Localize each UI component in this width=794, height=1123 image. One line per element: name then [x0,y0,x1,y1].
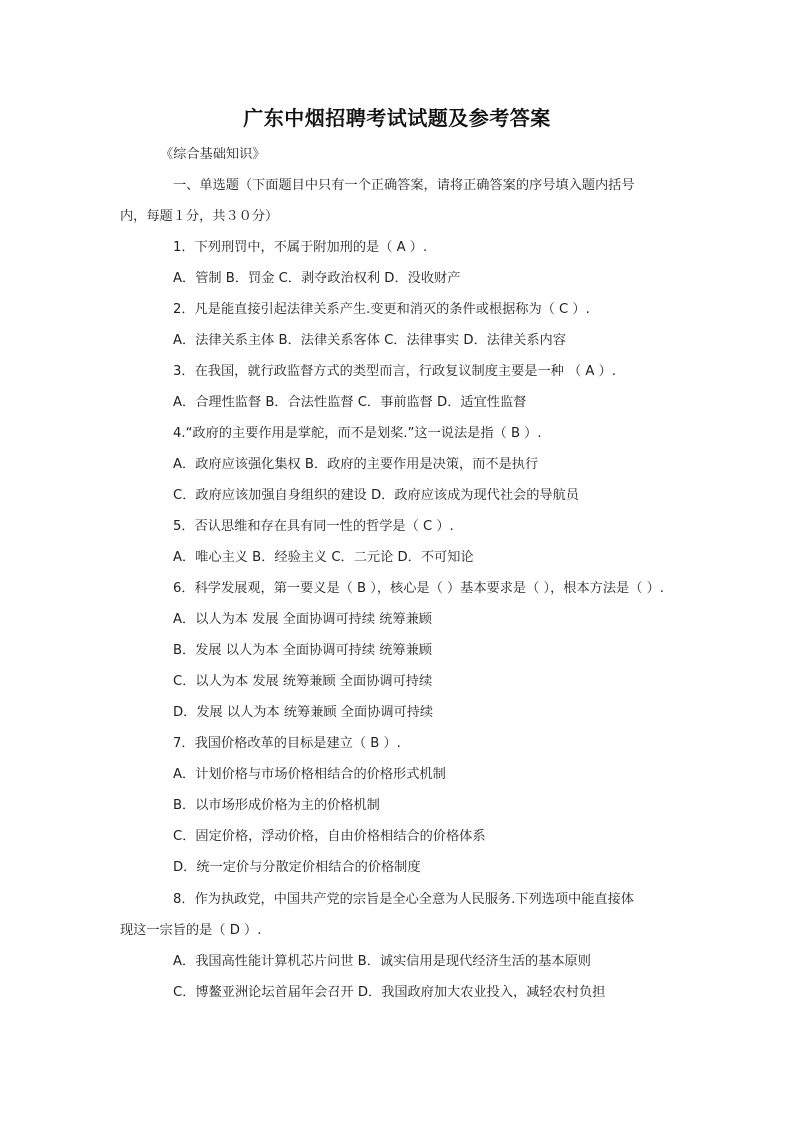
question-8-stem-line-1: 8．作为执政党，中国共产党的宗旨是全心全意为人民服务.下列选项中能直接体 [173,892,634,907]
question-6-option-d: D．发展 以人为本 统筹兼顾 全面协调可持续 [173,705,434,720]
question-3-stem: 3．在我国，就行政监督方式的类型而言，行政复议制度主要是一种 （ A ）. [173,364,616,379]
question-7-option-a: A．计划价格与市场价格相结合的价格形式机制 [173,767,446,782]
section-heading: 《综合基础知识》 [160,147,266,162]
question-5-options: A．唯心主义 B．经验主义 C．二元论 D．不可知论 [173,550,474,565]
question-2-options: A．法律关系主体 B．法律关系客体 C．法律事实 D．法律关系内容 [173,333,566,348]
instructions-line-2: 内，每题１分，共３０分） [120,209,279,224]
question-7-option-b: B．以市场形成价格为主的价格机制 [173,798,380,813]
question-6-option-a: A．以人为本 发展 全面协调可持续 统筹兼顾 [173,612,432,627]
question-4-stem: 4.“政府的主要作用是掌舵，而不是划桨.”这一说法是指（ B ）. [173,426,542,441]
question-4-option-line-1: A．政府应该强化集权 B．政府的主要作用是决策，而不是执行 [173,457,539,472]
question-1-options: A．管制 B．罚金 C．剥夺政治权利 D．没收财产 [173,271,461,286]
question-7-option-d: D．统一定价与分散定价相结合的价格制度 [173,860,421,875]
question-7-option-c: C．固定价格，浮动价格，自由价格相结合的价格体系 [173,829,486,844]
instructions-line-1: 一、单选题（下面题目中只有一个正确答案，请将正确答案的序号填入题内括号 [173,178,635,193]
question-5-stem: 5．否认思维和存在具有同一性的哲学是（ C ）. [173,519,454,534]
question-6-stem: 6．科学发展观，第一要义是（ B ），核心是（ ）基本要求是（ ），根本方法是（ ）. [173,581,664,596]
question-8-option-line-1: A．我国高性能计算机芯片问世 B．诚实信用是现代经济生活的基本原则 [173,954,591,969]
question-7-stem: 7．我国价格改革的目标是建立（ B ）. [173,736,401,751]
question-8-stem-line-2: 现这一宗旨的是（ D ）. [120,923,262,938]
question-2-stem: 2．凡是能直接引起法律关系产生.变更和消灭的条件或根据称为（ C ）. [173,302,590,317]
question-6-option-b: B．发展 以人为本 全面协调可持续 统筹兼顾 [173,643,432,658]
document-title: 广东中烟招聘考试试题及参考答案 [243,106,551,130]
question-8-option-line-2: C．博鳌亚洲论坛首届年会召开 D．我国政府加大农业投入，减轻农村负担 [173,985,606,1000]
question-1-stem: 1．下列刑罚中，不属于附加刑的是（ A ）. [173,240,428,255]
question-3-options: A．合理性监督 B．合法性监督 C．事前监督 D．适宜性监督 [173,395,527,410]
question-6-option-c: C．以人为本 发展 统筹兼顾 全面协调可持续 [173,674,433,689]
question-4-option-line-2: C．政府应该加强自身组织的建设 D．政府应该成为现代社会的导航员 [173,488,579,503]
